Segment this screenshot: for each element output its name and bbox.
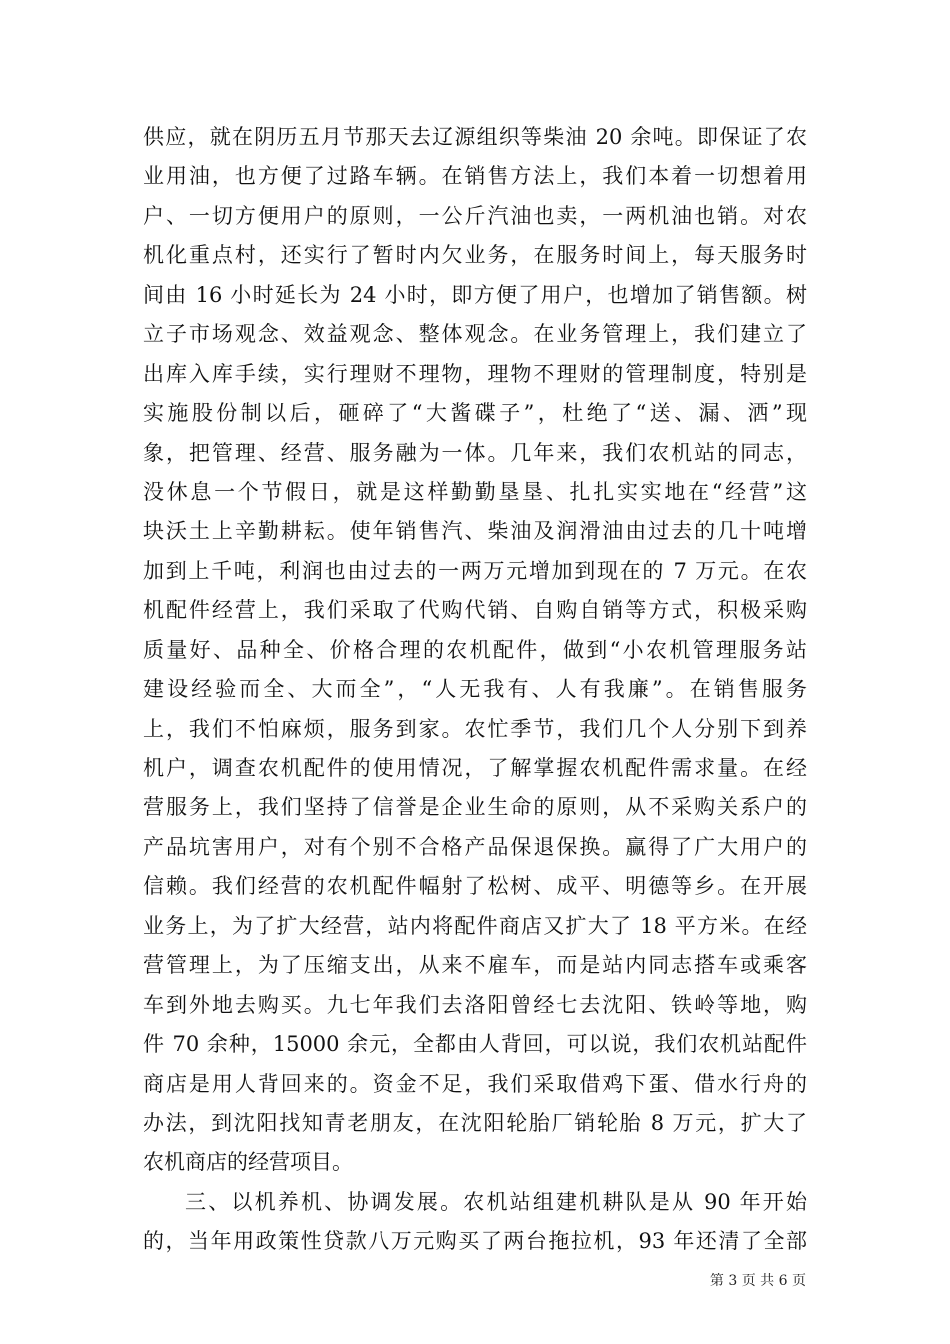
text-line: 质量好、品种全、价格合理的农机配件，做到“小农机管理服务站 [143, 637, 807, 662]
text-line: 营服务上，我们坚持了信誉是企业生命的原则，从不采购关系户的 [143, 795, 807, 820]
text-line: 实施股份制以后，砸碎了“大酱碟子”，杜绝了“送、漏、洒”现 [143, 401, 807, 426]
text-line: 机配件经营上，我们采取了代购代销、自购自销等方式，积极采购 [143, 598, 807, 623]
text-line: 的，当年用政策性贷款八万元购买了两台拖拉机，93 年还清了全部 [143, 1229, 807, 1254]
text-line: 信赖。我们经营的农机配件幅射了松树、成平、明德等乡。在开展 [143, 874, 807, 899]
text-line: 业务上，为了扩大经营，站内将配件商店又扩大了 18 平方米。在经 [143, 913, 807, 938]
text-line: 机户，调查农机配件的使用情况，了解掌握农机配件需求量。在经 [143, 756, 807, 780]
text-line: 营管理上，为了压缩支出，从来不雇车，而是站内同志搭车或乘客 [143, 953, 807, 978]
text-line: 户、一切方便用户的原则，一公斤汽油也卖，一两机油也销。对农 [143, 203, 807, 228]
text-line: 机化重点村，还实行了暂时内欠业务，在服务时间上，每天服务时 [143, 243, 807, 268]
text-line: 业用油，也方便了过路车辆。在销售方法上，我们本着一切想着用 [143, 164, 807, 189]
text-line: 办法，到沈阳找知青老朋友，在沈阳轮胎厂销轮胎 8 万元，扩大了 [143, 1110, 807, 1135]
text-line: 间由 16 小时延长为 24 小时，即方便了用户，也增加了销售额。树 [143, 282, 807, 307]
text-line: 商店是用人背回来的。资金不足，我们采取借鸡下蛋、借水行舟的 [143, 1071, 807, 1096]
text-line: 块沃土上辛勤耕耘。使年销售汽、柴油及润滑油由过去的几十吨增 [143, 519, 807, 544]
text-line: 上，我们不怕麻烦，服务到家。农忙季节，我们几个人分别下到养 [143, 716, 807, 741]
text-line: 建设经验而全、大而全”，“人无我有、人有我廉”。在销售服务 [143, 677, 807, 702]
paragraph-end-line: 农机商店的经营项目。 [143, 1150, 353, 1175]
text-line: 车到外地去购买。九七年我们去洛阳曾经七去沈阳、铁岭等地，购 [143, 992, 807, 1017]
text-line: 象，把管理、经营、服务融为一体。几年来，我们农机站的同志， [143, 440, 807, 465]
text-line: 没休息一个节假日，就是这样勤勤垦垦、扎扎实实地在“经营”这 [143, 479, 807, 504]
text-line: 产品坑害用户，对有个别不合格产品保退保换。赢得了广大用户的 [143, 834, 807, 859]
text-line: 供应，就在阴历五月节那天去辽源组织等柴油 20 余吨。即保证了农 [143, 125, 807, 149]
text-line: 立子市场观念、效益观念、整体观念。在业务管理上，我们建立了 [143, 322, 807, 347]
paragraph-start-line: 三、以机养机、协调发展。农机站组建机耕队是从 90 年开始 [185, 1189, 807, 1214]
page-number-footer: 第 3 页 共 6 页 [709, 1273, 806, 1289]
text-line: 出库入库手续，实行理财不理物，理物不理财的管理制度，特别是 [143, 361, 807, 386]
body-text [143, 118, 807, 1262]
text-line: 件 70 余种，15000 余元，全都由人背回，可以说，我们农机站配件 [143, 1032, 807, 1057]
text-line: 加到上千吨，利润也由过去的一两万元增加到现在的 7 万元。在农 [143, 558, 807, 583]
